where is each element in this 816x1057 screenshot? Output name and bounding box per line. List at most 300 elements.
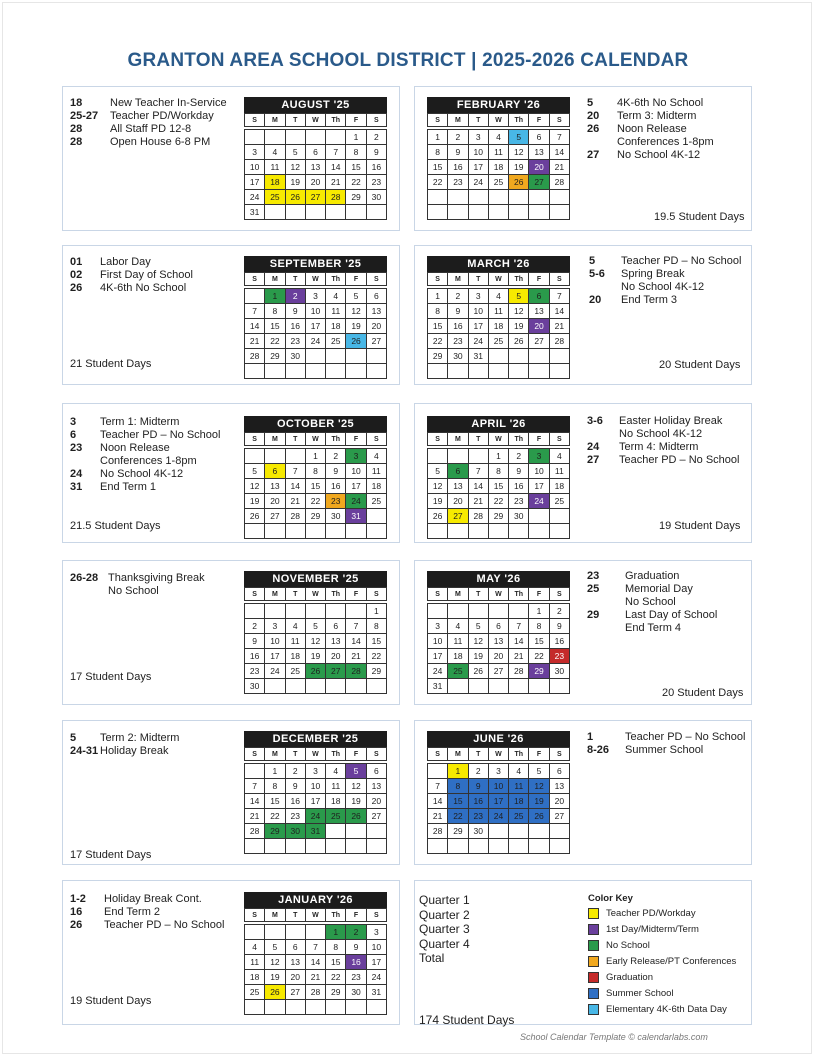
day-cell: 17 [468, 160, 488, 175]
event-aug-0 [70, 97, 227, 110]
day-cell: 6 [488, 619, 508, 634]
day-cell: 18 [509, 794, 529, 809]
empty-cell [366, 679, 386, 694]
calendar-october [244, 416, 387, 539]
color-key-item [588, 985, 736, 1001]
day-cell: 21 [245, 809, 265, 824]
day-cell: 30 [549, 664, 569, 679]
empty-cell [305, 349, 325, 364]
day-cell: 12 [285, 160, 305, 175]
weekday-header: M [265, 114, 285, 127]
day-cell: 23 [448, 334, 468, 349]
day-cell: 4 [245, 940, 265, 955]
day-cell: 19 [468, 649, 488, 664]
day-cell: 30 [509, 509, 529, 524]
event-date: 28 [70, 123, 83, 135]
empty-cell [509, 604, 529, 619]
event-date: 01 [70, 256, 83, 268]
day-cell: 2 [326, 449, 346, 464]
day-cell: 26 [509, 334, 529, 349]
day-cell: 16 [326, 479, 346, 494]
empty-cell [488, 679, 508, 694]
month-grid [427, 272, 570, 379]
day-cell: 15 [265, 319, 285, 334]
quarter-summary [419, 893, 515, 1027]
event-feb-2 [587, 123, 714, 136]
weekday-header: T [468, 114, 488, 127]
color-key-label: Graduation [606, 971, 654, 983]
event-mar-2 [589, 294, 741, 307]
day-cell: 3 [488, 764, 508, 779]
empty-cell [366, 524, 386, 539]
weekday-header: W [305, 114, 325, 127]
event-date: 24 [587, 441, 600, 453]
event-text: Teacher PD/Workday [110, 110, 214, 122]
day-cell: 25 [488, 334, 508, 349]
day-cell: 26 [265, 985, 285, 1000]
event-text: Easter Holiday Break [619, 415, 723, 427]
day-cell: 8 [265, 779, 285, 794]
event-may-1-cont [587, 596, 717, 609]
day-cell: 3 [305, 289, 325, 304]
notes-nov [70, 572, 205, 598]
weekday-header: Th [326, 588, 346, 601]
student-days-sep: 21 Student Days [70, 358, 152, 370]
empty-cell [488, 524, 508, 539]
day-cell: 5 [428, 464, 448, 479]
notes-jun [587, 731, 745, 757]
day-cell: 14 [549, 304, 569, 319]
day-cell: 1 [488, 449, 508, 464]
empty-cell [245, 130, 265, 145]
day-cell: 30 [326, 509, 346, 524]
day-cell: 11 [488, 304, 508, 319]
notes-mar [589, 255, 741, 307]
day-cell: 27 [448, 509, 468, 524]
empty-cell [265, 1000, 285, 1015]
event-date: 6 [70, 429, 77, 441]
day-cell: 19 [529, 794, 549, 809]
student-days-apr: 19 Student Days [659, 520, 741, 532]
event-text: End Term 4 [625, 622, 682, 634]
weekday-header: S [245, 114, 265, 127]
weekday-header: W [305, 748, 325, 761]
empty-cell [428, 364, 448, 379]
empty-cell [488, 364, 508, 379]
day-cell: 17 [305, 794, 325, 809]
day-cell: 12 [346, 779, 366, 794]
day-cell: 17 [468, 319, 488, 334]
day-cell: 8 [529, 619, 549, 634]
day-cell: 24 [468, 334, 488, 349]
day-cell: 9 [326, 464, 346, 479]
event-text: 4K-6th No School [100, 282, 187, 294]
event-date: 20 [587, 110, 600, 122]
color-key-list [588, 905, 736, 1017]
event-nov-0-cont [70, 585, 205, 598]
event-text: Holiday Break Cont. [104, 893, 202, 905]
event-text: All Staff PD 12-8 [110, 123, 192, 135]
empty-cell [326, 604, 346, 619]
day-cell: 6 [366, 289, 386, 304]
day-cell: 18 [448, 649, 468, 664]
weekday-header: F [346, 748, 366, 761]
day-cell: 7 [245, 304, 265, 319]
day-cell: 20 [529, 160, 549, 175]
month-title: SEPTEMBER '25 [244, 256, 387, 272]
day-cell: 8 [305, 464, 325, 479]
event-feb-1 [587, 110, 714, 123]
color-key-label: Elementary 4K-6th Data Day [606, 1003, 727, 1015]
day-cell: 2 [245, 619, 265, 634]
day-cell: 15 [529, 634, 549, 649]
event-date: 3 [70, 416, 77, 428]
event-date: 5 [587, 97, 594, 109]
month-title: OCTOBER '25 [244, 416, 387, 432]
empty-cell [366, 205, 386, 220]
day-cell: 27 [488, 664, 508, 679]
color-swatch [588, 988, 599, 999]
day-cell: 3 [428, 619, 448, 634]
day-cell: 23 [509, 494, 529, 509]
day-cell: 20 [285, 970, 305, 985]
day-cell: 27 [265, 509, 285, 524]
day-cell: 22 [488, 494, 508, 509]
day-cell: 4 [326, 289, 346, 304]
day-cell: 24 [468, 175, 488, 190]
weekday-header: Th [509, 114, 529, 127]
notes-aug [70, 97, 227, 149]
empty-cell [245, 289, 265, 304]
day-cell: 14 [245, 319, 265, 334]
weekday-header: S [549, 273, 569, 286]
empty-cell [549, 349, 569, 364]
event-text: Term 1: Midterm [100, 416, 180, 428]
day-cell: 19 [265, 970, 285, 985]
day-cell: 31 [346, 509, 366, 524]
empty-cell [285, 1000, 305, 1015]
empty-cell [346, 524, 366, 539]
empty-cell [285, 524, 305, 539]
day-cell: 13 [265, 479, 285, 494]
notes-oct [70, 416, 220, 494]
empty-cell [488, 824, 508, 839]
weekday-header: M [265, 748, 285, 761]
day-cell: 14 [245, 794, 265, 809]
empty-cell [245, 839, 265, 854]
day-cell: 26 [285, 190, 305, 205]
day-cell: 3 [305, 764, 325, 779]
event-text: End Term 1 [100, 481, 157, 493]
empty-cell [265, 604, 285, 619]
event-text: First Day of School [100, 269, 193, 281]
student-days-oct: 21.5 Student Days [70, 520, 161, 532]
calendar-september [244, 256, 387, 379]
color-key-item [588, 1001, 736, 1017]
event-date: 5-6 [589, 268, 605, 280]
weekday-header: W [488, 748, 508, 761]
weekday-header: M [448, 588, 468, 601]
day-cell: 14 [346, 634, 366, 649]
summary-total-label: Total [419, 951, 445, 965]
calendar-december [244, 731, 387, 854]
empty-cell [245, 524, 265, 539]
empty-cell [428, 604, 448, 619]
day-cell: 19 [509, 160, 529, 175]
event-jun-0 [587, 731, 745, 744]
student-days-nov: 17 Student Days [70, 671, 152, 683]
empty-cell [529, 524, 549, 539]
day-cell: 23 [346, 970, 366, 985]
empty-cell [549, 679, 569, 694]
day-cell: 10 [245, 160, 265, 175]
day-cell: 8 [326, 940, 346, 955]
day-cell: 4 [326, 764, 346, 779]
month-title: APRIL '26 [427, 416, 570, 432]
day-cell: 5 [346, 764, 366, 779]
day-cell: 19 [305, 649, 325, 664]
day-cell: 20 [448, 494, 468, 509]
empty-cell [346, 604, 366, 619]
empty-cell [468, 524, 488, 539]
day-cell: 5 [468, 619, 488, 634]
event-oct-4 [70, 481, 220, 494]
weekday-header: Th [509, 433, 529, 446]
day-cell: 29 [428, 349, 448, 364]
weekday-header: S [549, 748, 569, 761]
event-text: Labor Day [100, 256, 151, 268]
summary-quarter-1: Quarter 1 [419, 893, 470, 907]
day-cell: 11 [245, 955, 265, 970]
event-text: Term 4: Midterm [619, 441, 699, 453]
event-date: 23 [70, 442, 83, 454]
event-oct-0 [70, 416, 220, 429]
empty-cell [346, 349, 366, 364]
day-cell: 24 [428, 664, 448, 679]
day-cell: 12 [509, 304, 529, 319]
day-cell: 24 [305, 334, 325, 349]
day-cell: 26 [509, 175, 529, 190]
day-cell: 26 [346, 334, 366, 349]
weekday-header: Th [326, 748, 346, 761]
day-cell: 6 [529, 130, 549, 145]
day-cell: 3 [468, 289, 488, 304]
weekday-header: F [346, 588, 366, 601]
day-cell: 25 [509, 809, 529, 824]
empty-cell [529, 190, 549, 205]
day-cell: 25 [448, 664, 468, 679]
day-cell: 1 [529, 604, 549, 619]
month-title: NOVEMBER '25 [244, 571, 387, 587]
empty-cell [245, 604, 265, 619]
day-cell: 6 [285, 940, 305, 955]
month-title: JUNE '26 [427, 731, 570, 747]
day-cell: 8 [428, 304, 448, 319]
empty-cell [448, 604, 468, 619]
day-cell: 9 [346, 940, 366, 955]
weekday-header: W [488, 588, 508, 601]
day-cell: 12 [509, 145, 529, 160]
day-cell: 23 [366, 175, 386, 190]
event-feb-0 [587, 97, 714, 110]
day-cell: 5 [529, 764, 549, 779]
day-cell: 9 [549, 619, 569, 634]
event-text: Memorial Day [625, 583, 693, 595]
day-cell: 20 [366, 319, 386, 334]
event-date: 5 [589, 255, 596, 267]
event-apr-2 [587, 454, 739, 467]
empty-cell [245, 1000, 265, 1015]
day-cell: 30 [448, 349, 468, 364]
event-jun-1 [587, 744, 745, 757]
empty-cell [549, 839, 569, 854]
day-cell: 27 [285, 985, 305, 1000]
empty-cell [488, 839, 508, 854]
day-cell: 8 [346, 145, 366, 160]
day-cell: 7 [245, 779, 265, 794]
day-cell: 20 [529, 319, 549, 334]
empty-cell [305, 604, 325, 619]
event-sep-0 [70, 256, 193, 269]
empty-cell [448, 679, 468, 694]
day-cell: 11 [488, 145, 508, 160]
empty-cell [529, 824, 549, 839]
weekday-header: W [488, 433, 508, 446]
event-aug-1 [70, 110, 227, 123]
event-text: Graduation [625, 570, 680, 582]
day-cell: 8 [428, 145, 448, 160]
day-cell: 1 [428, 289, 448, 304]
page-title: GRANTON AREA SCHOOL DISTRICT | 2025-2026 CALENDAR [127, 50, 689, 71]
event-text: Thanksgiving Break [108, 572, 205, 584]
event-text: No School 4K-12 [617, 149, 701, 161]
day-cell: 29 [265, 824, 285, 839]
day-cell: 11 [326, 779, 346, 794]
event-apr-1 [587, 441, 739, 454]
day-cell: 25 [285, 664, 305, 679]
day-cell: 21 [285, 494, 305, 509]
empty-cell [305, 679, 325, 694]
empty-cell [346, 679, 366, 694]
empty-cell [326, 824, 346, 839]
weekday-header: Th [326, 273, 346, 286]
day-cell: 28 [346, 664, 366, 679]
empty-cell [488, 190, 508, 205]
day-cell: 1 [366, 604, 386, 619]
weekday-header: S [245, 909, 265, 922]
empty-cell [305, 524, 325, 539]
day-cell: 22 [366, 649, 386, 664]
empty-cell [468, 364, 488, 379]
day-cell: 10 [468, 304, 488, 319]
event-feb-3 [587, 149, 714, 162]
color-swatch [588, 956, 599, 967]
color-key-item [588, 921, 736, 937]
student-days-jan: 19 Student Days [70, 995, 152, 1007]
color-swatch [588, 908, 599, 919]
weekday-header: T [468, 748, 488, 761]
event-text: Teacher PD – No School [619, 454, 740, 466]
day-cell: 9 [468, 779, 488, 794]
month-grid [427, 747, 570, 854]
empty-cell [326, 679, 346, 694]
color-key-item [588, 969, 736, 985]
event-date: 1 [587, 731, 594, 743]
day-cell: 20 [305, 175, 325, 190]
empty-cell [285, 130, 305, 145]
weekday-header: Th [326, 114, 346, 127]
day-cell: 22 [428, 334, 448, 349]
empty-cell [428, 764, 448, 779]
day-cell: 7 [428, 779, 448, 794]
day-cell: 16 [285, 319, 305, 334]
empty-cell [285, 364, 305, 379]
event-text: Spring Break [621, 268, 685, 280]
weekday-header: M [448, 748, 468, 761]
day-cell: 21 [468, 494, 488, 509]
day-cell: 18 [285, 649, 305, 664]
weekday-header: S [366, 114, 386, 127]
student-days-mar: 20 Student Days [659, 359, 741, 371]
event-text: Noon Release [617, 123, 687, 135]
weekday-header: T [285, 588, 305, 601]
day-cell: 4 [285, 619, 305, 634]
day-cell: 20 [326, 649, 346, 664]
day-cell: 2 [366, 130, 386, 145]
weekday-header: T [285, 114, 305, 127]
day-cell: 11 [448, 634, 468, 649]
month-grid [244, 272, 387, 379]
empty-cell [326, 364, 346, 379]
event-date: 24-31 [70, 745, 99, 757]
day-cell: 9 [366, 145, 386, 160]
empty-cell [245, 925, 265, 940]
day-cell: 28 [245, 349, 265, 364]
day-cell: 10 [529, 464, 549, 479]
day-cell: 26 [468, 664, 488, 679]
day-cell: 24 [366, 970, 386, 985]
weekday-header: M [265, 433, 285, 446]
weekday-header: S [428, 433, 448, 446]
calendar-february [427, 97, 570, 220]
day-cell: 29 [305, 509, 325, 524]
weekday-header: W [305, 273, 325, 286]
day-cell: 13 [529, 145, 549, 160]
day-cell: 15 [428, 319, 448, 334]
event-date: 8-26 [587, 744, 610, 756]
event-oct-1 [70, 429, 220, 442]
day-cell: 26 [305, 664, 325, 679]
day-cell: 19 [285, 175, 305, 190]
day-cell: 30 [285, 824, 305, 839]
day-cell: 12 [529, 779, 549, 794]
weekday-header: F [529, 114, 549, 127]
day-cell: 29 [488, 509, 508, 524]
empty-cell [305, 839, 325, 854]
weekday-header: M [265, 588, 285, 601]
day-cell: 7 [509, 619, 529, 634]
empty-cell [428, 205, 448, 220]
weekday-header: F [346, 909, 366, 922]
day-cell: 29 [366, 664, 386, 679]
day-cell: 17 [488, 794, 508, 809]
event-oct-2 [70, 442, 220, 455]
event-date: 26 [587, 123, 600, 135]
day-cell: 18 [326, 794, 346, 809]
event-date: 29 [587, 609, 600, 621]
day-cell: 19 [346, 319, 366, 334]
event-mar-1 [589, 268, 741, 281]
